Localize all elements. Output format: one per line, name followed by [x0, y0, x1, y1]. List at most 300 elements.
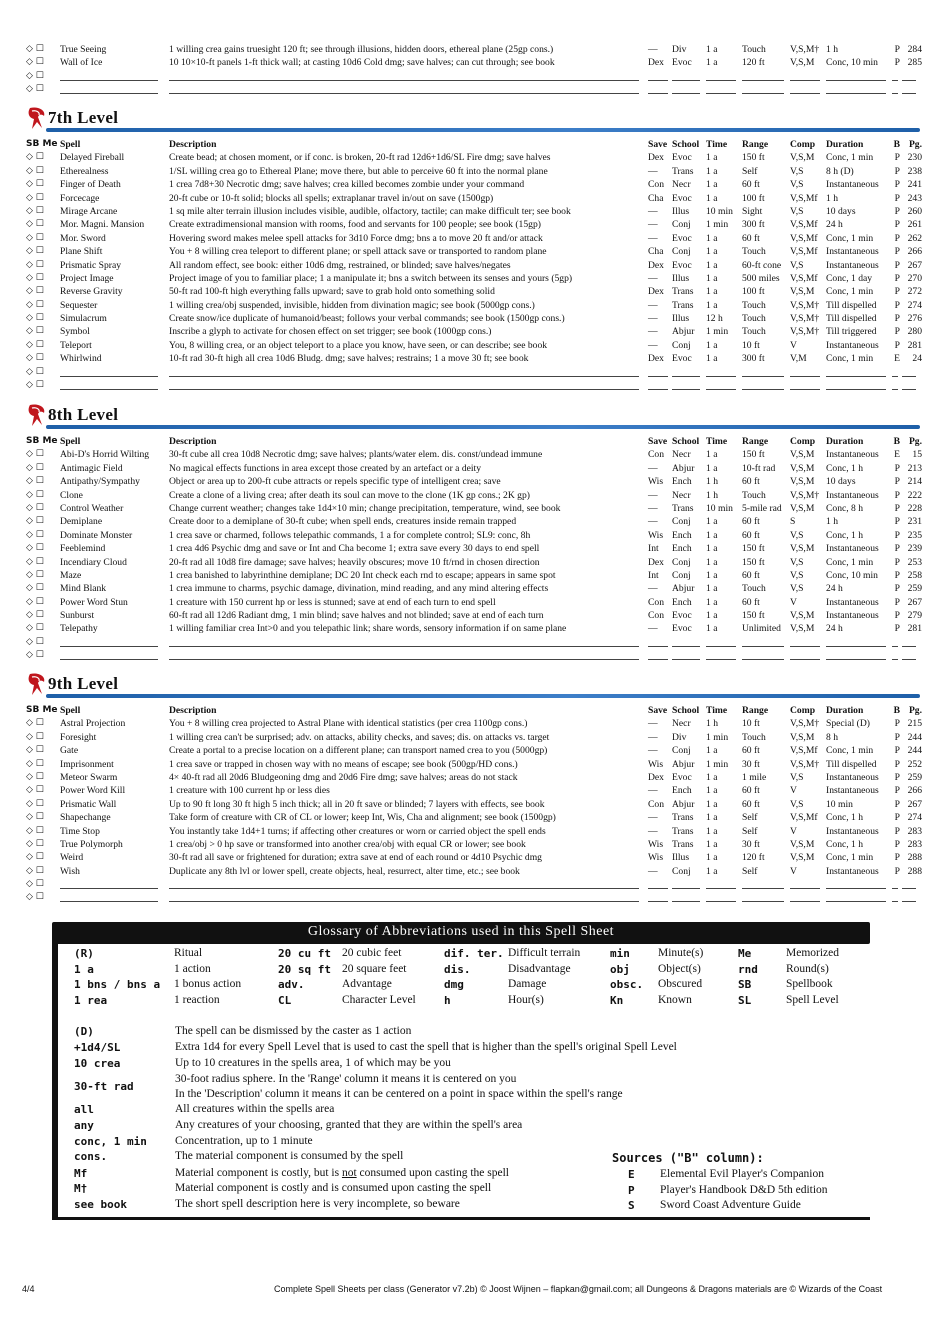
spellbook-memorized-checkboxes[interactable]: ◇ ☐ [26, 246, 44, 257]
spell-b: P [894, 838, 900, 850]
spell-comp: V,S [790, 259, 804, 271]
column-header-save: Save [648, 436, 668, 447]
spell-pg: 214 [907, 476, 922, 488]
spell-time: 10 min [706, 502, 733, 514]
spell-comp: V,S [790, 205, 804, 217]
blank-checkboxes[interactable]: ◇ ☐ [26, 879, 44, 890]
blank-save-line[interactable] [648, 649, 668, 660]
blank-pg-line[interactable] [902, 379, 916, 390]
spellbook-memorized-checkboxes[interactable]: ◇ ☐ [26, 57, 44, 68]
spellbook-memorized-checkboxes[interactable]: ◇ ☐ [26, 838, 44, 849]
spell-pg: 235 [907, 529, 922, 541]
spell-dur: 24 h [826, 219, 843, 231]
spell-comp: V,S,Mf [790, 745, 818, 757]
column-header-school: School [672, 436, 700, 447]
spell-b: P [894, 313, 900, 325]
spell-time: 1 a [706, 57, 718, 69]
blank-school-line[interactable] [672, 366, 700, 377]
spell-time: 1 min [706, 758, 729, 770]
spell-b: P [894, 57, 900, 69]
blank-desc-line[interactable] [169, 70, 639, 81]
spellbook-memorized-checkboxes[interactable]: ◇ ☐ [26, 569, 44, 580]
blank-pg-line[interactable] [902, 649, 916, 660]
spell-dur: Conc, 10 min [826, 569, 878, 581]
table-row [26, 272, 922, 285]
blank-pg-line[interactable] [902, 83, 916, 94]
spell-save: — [648, 205, 658, 217]
spell-range: 60 ft [742, 569, 760, 581]
spell-dur: Conc, 1 min [826, 852, 874, 864]
blank-checkboxes[interactable]: ◇ ☐ [26, 650, 44, 661]
spellbook-memorized-checkboxes[interactable]: ◇ ☐ [26, 286, 44, 297]
spell-save: — [648, 623, 658, 635]
spell-comp: V [790, 865, 797, 877]
blank-row[interactable] [26, 379, 922, 392]
spell-save: Dex [648, 556, 664, 568]
blank-name-line[interactable] [60, 649, 158, 660]
spellbook-memorized-checkboxes[interactable]: ◇ ☐ [26, 192, 44, 203]
spell-name: Incendiary Cloud [60, 556, 127, 568]
spell-save: — [648, 502, 658, 514]
blank-range-line[interactable] [742, 636, 784, 647]
spell-school: Evoc [672, 57, 692, 69]
spellbook-memorized-checkboxes[interactable]: ◇ ☐ [26, 798, 44, 809]
spell-time: 1 a [706, 543, 718, 555]
glossary-abbrev: min [610, 947, 630, 960]
blank-comp-line[interactable] [790, 366, 820, 377]
spell-name: Shapechange [60, 812, 111, 824]
spellbook-memorized-checkboxes[interactable]: ◇ ☐ [26, 326, 44, 337]
table-row [26, 462, 922, 475]
spell-desc: 1 crea save or trapped in chosen way with no means of escape; see book (500gp/HD cons.) [169, 758, 518, 770]
blank-desc-line[interactable] [169, 649, 639, 660]
spellbook-memorized-checkboxes[interactable]: ◇ ☐ [26, 339, 44, 350]
spellbook-memorized-checkboxes[interactable]: ◇ ☐ [26, 165, 44, 176]
blank-name-line[interactable] [60, 878, 158, 889]
spell-range: Touch [742, 326, 766, 338]
glossary-abbrev: dis. [444, 962, 471, 976]
glossary-meaning: Difficult terrain [508, 947, 581, 959]
spellbook-memorized-checkboxes[interactable]: ◇ ☐ [26, 865, 44, 876]
blank-range-line[interactable] [742, 70, 784, 81]
spell-name: Demiplane [60, 516, 103, 528]
spellbook-memorized-checkboxes[interactable]: ◇ ☐ [26, 516, 44, 527]
blank-b-line[interactable] [892, 366, 898, 377]
spellbook-memorized-checkboxes[interactable]: ◇ ☐ [26, 529, 44, 540]
source-name: Elemental Evil Player's Companion [660, 1168, 824, 1180]
spell-time: 1 a [706, 596, 718, 608]
spell-desc: 20-ft cube or 10-ft solid; blocks all spells; extraplanar travel in/out on save (1500gp) [169, 192, 494, 204]
spellbook-memorized-checkboxes[interactable]: ◇ ☐ [26, 272, 44, 283]
blank-name-line[interactable] [60, 379, 158, 390]
spell-school: Trans [672, 299, 694, 311]
spell-save: Dex [648, 353, 664, 365]
spellbook-memorized-checkboxes[interactable]: ◇ ☐ [26, 825, 44, 836]
spell-save: Dex [648, 771, 664, 783]
spell-time: 1 a [706, 192, 718, 204]
blank-dur-line[interactable] [826, 366, 886, 377]
spell-pg: 244 [907, 745, 922, 757]
spellbook-memorized-checkboxes[interactable]: ◇ ☐ [26, 205, 44, 216]
blank-name-line[interactable] [60, 83, 158, 94]
spell-save: Con [648, 798, 664, 810]
spell-save: — [648, 339, 658, 351]
spell-school: Ench [672, 785, 692, 797]
spell-time: 1 a [706, 286, 718, 298]
table-row [26, 771, 922, 784]
spell-school: Evoc [672, 232, 692, 244]
spell-range: Touch [742, 44, 766, 55]
spellbook-memorized-checkboxes[interactable]: ◇ ☐ [26, 179, 44, 190]
spell-dur: Conc, 1 min [826, 232, 874, 244]
blank-b-line[interactable] [892, 649, 898, 660]
spell-comp: V,S,M [790, 462, 815, 474]
blank-b-line[interactable] [892, 379, 898, 390]
blank-dur-line[interactable] [826, 649, 886, 660]
spell-comp: V,S [790, 583, 804, 595]
blank-school-line[interactable] [672, 891, 700, 902]
blank-save-line[interactable] [648, 878, 668, 889]
spell-desc: 1/SL willing crea go to Ethereal Plane; move there, but able to perceive 60 ft into the normal plane [169, 165, 548, 177]
blank-range-line[interactable] [742, 83, 784, 94]
glossary-abbrev: 1 bns / bns a [74, 978, 161, 991]
spellbook-memorized-checkboxes[interactable]: ◇ ☐ [26, 758, 44, 769]
spellbook-memorized-checkboxes[interactable]: ◇ ☐ [26, 489, 44, 500]
spell-pg: 243 [907, 192, 922, 204]
spell-school: Ench [672, 543, 692, 555]
blank-school-line[interactable] [672, 70, 700, 81]
blank-dur-line[interactable] [826, 636, 886, 647]
spellbook-memorized-checkboxes[interactable]: ◇ ☐ [26, 596, 44, 607]
spell-desc: 1 creature with 100 current hp or less dies [169, 785, 330, 797]
spellbook-memorized-checkboxes[interactable]: ◇ ☐ [26, 476, 44, 487]
spell-time: 1 a [706, 246, 718, 258]
spell-save: — [648, 865, 658, 877]
blank-comp-line[interactable] [790, 636, 820, 647]
glossary-long-meaning: Up to 10 creatures in the spells area, 1 of which may be you [175, 1057, 451, 1069]
spell-name: Simulacrum [60, 313, 107, 325]
spell-range: 60 ft [742, 529, 760, 541]
blank-pg-line[interactable] [902, 70, 916, 81]
blank-dur-line[interactable] [826, 83, 886, 94]
blank-save-line[interactable] [648, 379, 668, 390]
blank-pg-line[interactable] [902, 891, 916, 902]
spellbook-memorized-checkboxes[interactable]: ◇ ☐ [26, 556, 44, 567]
spell-dur: Special (D) [826, 718, 870, 730]
blank-school-line[interactable] [672, 379, 700, 390]
spell-pg: 274 [907, 299, 922, 311]
spell-save: Dex [648, 286, 664, 298]
spellbook-memorized-checkboxes[interactable]: ◇ ☐ [26, 219, 44, 230]
glossary-title: Glossary of Abbreviations used in this Spell Sheet [307, 924, 615, 939]
spell-time: 1 h [706, 489, 718, 501]
spell-pg: 215 [907, 718, 922, 730]
blank-desc-line[interactable] [169, 878, 639, 889]
spellbook-memorized-checkboxes[interactable]: ◇ ☐ [26, 152, 44, 163]
spellbook-memorized-checkboxes[interactable]: ◇ ☐ [26, 353, 44, 364]
spell-time: 1 a [706, 610, 718, 622]
blank-checkboxes[interactable]: ◇ ☐ [26, 84, 44, 95]
column-header-spell: Spell [60, 139, 81, 150]
spell-name: Etherealness [60, 165, 109, 177]
spell-save: — [648, 299, 658, 311]
blank-save-line[interactable] [648, 83, 668, 94]
spell-name: Teleport [60, 339, 92, 351]
blank-name-line[interactable] [60, 891, 158, 902]
blank-b-line[interactable] [892, 83, 898, 94]
blank-range-line[interactable] [742, 891, 784, 902]
blank-time-line[interactable] [706, 70, 736, 81]
spell-school: Trans [672, 502, 694, 514]
spellbook-memorized-checkboxes[interactable]: ◇ ☐ [26, 449, 44, 460]
spell-time: 1 a [706, 179, 718, 191]
glossary-abbrev: CL [278, 993, 292, 1007]
blank-b-line[interactable] [892, 636, 898, 647]
blank-name-line[interactable] [60, 70, 158, 81]
glossary-meaning: 20 cubic feet [342, 947, 402, 959]
glossary-meaning: Damage [508, 978, 547, 990]
glossary-long-abbrev: 30-ft rad [74, 1080, 134, 1093]
spellbook-memorized-checkboxes[interactable]: ◇ ☐ [26, 785, 44, 796]
spell-desc: 10 10×10-ft panels 1-ft thick wall; at casting 10d6 Cold dmg; save halves; can cut through; see book [169, 57, 555, 69]
blank-desc-line[interactable] [169, 891, 639, 902]
blank-time-line[interactable] [706, 878, 736, 889]
spell-save: — [648, 718, 658, 730]
spell-desc: 1 sq mile alter terrain illusion includes visible, audible, olfactory, tactile; can make difficult ter; see book [169, 205, 571, 217]
blank-row[interactable] [26, 366, 922, 379]
blank-checkboxes[interactable]: ◇ ☐ [26, 366, 44, 377]
spell-pg: 267 [907, 259, 922, 271]
spell-name: Gate [60, 745, 79, 757]
spell-pg: 288 [907, 852, 922, 864]
blank-pg-line[interactable] [902, 366, 916, 377]
spell-name: True Polymorph [60, 838, 123, 850]
spell-pg: 24 [912, 353, 922, 365]
spell-b: P [894, 718, 900, 730]
spell-school: Ench [672, 476, 692, 488]
spell-pg: 258 [907, 569, 922, 581]
blank-checkboxes[interactable]: ◇ ☐ [26, 892, 44, 903]
blank-desc-line[interactable] [169, 379, 639, 390]
glossary-abbrev: Kn [610, 993, 624, 1007]
blank-b-line[interactable] [892, 70, 898, 81]
blank-time-line[interactable] [706, 649, 736, 660]
spellbook-memorized-checkboxes[interactable]: ◇ ☐ [26, 771, 44, 782]
spell-comp: V,S,M† [790, 313, 820, 325]
spell-desc: No magical effects functions in area except those created by an artefact or a deity [169, 462, 482, 474]
spell-range: 60 ft [742, 232, 760, 244]
spell-save: Wis [648, 476, 664, 488]
glossary-abbrev: rnd [738, 962, 758, 976]
spellbook-memorized-checkboxes[interactable]: ◇ ☐ [26, 718, 44, 729]
spell-dur: Conc, 1 min [826, 745, 874, 757]
blank-comp-line[interactable] [790, 649, 820, 660]
spell-name: Time Stop [60, 825, 100, 837]
table-row [26, 622, 922, 635]
blank-range-line[interactable] [742, 649, 784, 660]
blank-school-line[interactable] [672, 649, 700, 660]
spell-dur: 8 h (D) [826, 165, 854, 177]
spellbook-memorized-checkboxes[interactable]: ◇ ☐ [26, 313, 44, 324]
spellbook-memorized-checkboxes[interactable]: ◇ ☐ [26, 462, 44, 473]
spell-dur: 8 h [826, 731, 838, 743]
blank-desc-line[interactable] [169, 366, 639, 377]
blank-time-line[interactable] [706, 636, 736, 647]
blank-school-line[interactable] [672, 636, 700, 647]
blank-save-line[interactable] [648, 70, 668, 81]
blank-row[interactable] [26, 878, 922, 891]
spell-dur: Instantaneous [826, 825, 879, 837]
spell-dur: Conc, 1 min [826, 556, 874, 568]
spellbook-memorized-checkboxes[interactable]: ◇ ☐ [26, 543, 44, 554]
spell-comp: V,S,M† [790, 299, 820, 311]
spell-school: Ench [672, 529, 692, 541]
blank-save-line[interactable] [648, 891, 668, 902]
blank-row[interactable] [26, 636, 922, 649]
spell-desc: 1 willing crea can't be surprised; adv. on attacks, ability checks, and saves; dis. on attacks vs. target [169, 731, 550, 743]
blank-checkboxes[interactable]: ◇ ☐ [26, 636, 44, 647]
blank-range-line[interactable] [742, 878, 784, 889]
table-row [26, 245, 922, 258]
blank-time-line[interactable] [706, 366, 736, 377]
spell-school: Abjur [672, 798, 695, 810]
blank-range-line[interactable] [742, 379, 784, 390]
spellbook-memorized-checkboxes[interactable]: ◇ ☐ [26, 232, 44, 243]
glossary-long-abbrev: Mf [74, 1167, 88, 1180]
blank-comp-line[interactable] [790, 379, 820, 390]
spell-dur: Conc, 1 day [826, 272, 873, 284]
spellbook-memorized-checkboxes[interactable]: ◇ ☐ [26, 610, 44, 621]
blank-dur-line[interactable] [826, 379, 886, 390]
spell-pg: 262 [907, 232, 922, 244]
blank-range-line[interactable] [742, 366, 784, 377]
spellbook-memorized-checkboxes[interactable]: ◇ ☐ [26, 502, 44, 513]
spell-range: 300 ft [742, 353, 765, 365]
blank-pg-line[interactable] [902, 878, 916, 889]
spell-name: Plane Shift [60, 246, 103, 258]
spell-desc: Create bead; at chosen moment, or if conc. is broken, 20-ft rad 12d6+1d6/SL Fire dmg; save halves [169, 152, 551, 164]
blank-save-line[interactable] [648, 366, 668, 377]
spell-save: — [648, 516, 658, 528]
blank-time-line[interactable] [706, 891, 736, 902]
spell-time: 1 a [706, 165, 718, 177]
spell-school: Conj [672, 569, 691, 581]
spell-dur: Conc, 1 h [826, 529, 864, 541]
glossary-abbrev: 1 rea [74, 993, 108, 1007]
blank-desc-line[interactable] [169, 83, 639, 94]
spell-pg: 279 [907, 610, 922, 622]
blank-time-line[interactable] [706, 83, 736, 94]
blank-row[interactable] [26, 891, 922, 904]
spellbook-memorized-checkboxes[interactable]: ◇ ☐ [26, 44, 44, 54]
blank-comp-line[interactable] [790, 878, 820, 889]
blank-row[interactable] [26, 649, 922, 662]
blank-time-line[interactable] [706, 379, 736, 390]
glossary-meaning: Known [658, 993, 692, 1006]
blank-desc-line[interactable] [169, 636, 639, 647]
spell-name: Mind Blank [60, 583, 107, 595]
spell-b: P [894, 205, 900, 217]
table-row [26, 784, 922, 797]
spell-name: Reverse Gravity [60, 286, 123, 298]
spell-comp: V,S,M [790, 449, 815, 461]
blank-checkboxes[interactable]: ◇ ☐ [26, 380, 44, 391]
spellbook-memorized-checkboxes[interactable]: ◇ ☐ [26, 745, 44, 756]
spell-dur: Instantaneous [826, 449, 879, 461]
blank-row[interactable] [26, 70, 922, 83]
blank-dur-line[interactable] [826, 891, 886, 902]
glossary-meaning: Ritual [174, 947, 203, 959]
blank-name-line[interactable] [60, 366, 158, 377]
spellbook-memorized-checkboxes[interactable]: ◇ ☐ [26, 731, 44, 742]
spell-dur: Conc, 1 min [826, 152, 874, 164]
spell-time: 1 a [706, 812, 718, 824]
spell-name: Astral Projection [60, 718, 126, 730]
blank-b-line[interactable] [892, 891, 898, 902]
spell-comp: V [790, 339, 797, 351]
level9-rule [46, 694, 920, 698]
spell-pg: 266 [907, 246, 922, 258]
blank-save-line[interactable] [648, 636, 668, 647]
spell-dur: Till dispelled [826, 313, 877, 325]
column-header-time: Time [706, 705, 728, 716]
blank-school-line[interactable] [672, 83, 700, 94]
spell-dur: Conc, 1 h [826, 812, 864, 824]
spell-b: P [894, 232, 900, 244]
spellbook-memorized-checkboxes[interactable]: ◇ ☐ [26, 583, 44, 594]
blank-name-line[interactable] [60, 636, 158, 647]
blank-comp-line[interactable] [790, 83, 820, 94]
blank-dur-line[interactable] [826, 878, 886, 889]
table-row [26, 178, 922, 191]
table-row [26, 339, 922, 352]
spellbook-memorized-checkboxes[interactable]: ◇ ☐ [26, 852, 44, 863]
blank-b-line[interactable] [892, 878, 898, 889]
blank-school-line[interactable] [672, 878, 700, 889]
spellbook-memorized-checkboxes[interactable]: ◇ ☐ [26, 623, 44, 634]
table-row [26, 515, 922, 528]
spellbook-memorized-checkboxes[interactable]: ◇ ☐ [26, 259, 44, 270]
spell-school: Abjur [672, 758, 695, 770]
blank-checkboxes[interactable]: ◇ ☐ [26, 70, 44, 81]
spell-range: 1 mile [742, 771, 767, 783]
blank-pg-line[interactable] [902, 636, 916, 647]
blank-dur-line[interactable] [826, 70, 886, 81]
spell-range: Self [742, 825, 758, 837]
column-header-sb-me: SB Me [26, 705, 58, 715]
column-header-save: Save [648, 139, 668, 150]
spell-range: 60 ft [742, 745, 760, 757]
spell-name: Wall of Ice [60, 57, 103, 69]
spell-comp: V,S [790, 798, 804, 810]
spell-dur: Conc, 8 h [826, 502, 864, 514]
column-header-time: Time [706, 139, 728, 150]
spell-save: — [648, 232, 658, 244]
blank-comp-line[interactable] [790, 70, 820, 81]
spellbook-memorized-checkboxes[interactable]: ◇ ☐ [26, 812, 44, 823]
spell-dur: Till triggered [826, 326, 877, 338]
spell-desc: 4× 40-ft rad all 20d6 Bludgeoning dmg and 20d6 Fire dmg; save halves; areas do not stack [169, 771, 518, 783]
spell-time: 1 a [706, 745, 718, 757]
table-row [26, 56, 922, 69]
spell-desc: You, 8 willing crea, or an object teleport to a place you know, have seen, or can describe; see book [169, 339, 548, 351]
spell-school: Abjur [672, 462, 695, 474]
spellbook-memorized-checkboxes[interactable]: ◇ ☐ [26, 299, 44, 310]
table-row [26, 489, 922, 502]
blank-row[interactable] [26, 83, 922, 96]
spell-save: Dex [648, 57, 664, 69]
blank-comp-line[interactable] [790, 891, 820, 902]
